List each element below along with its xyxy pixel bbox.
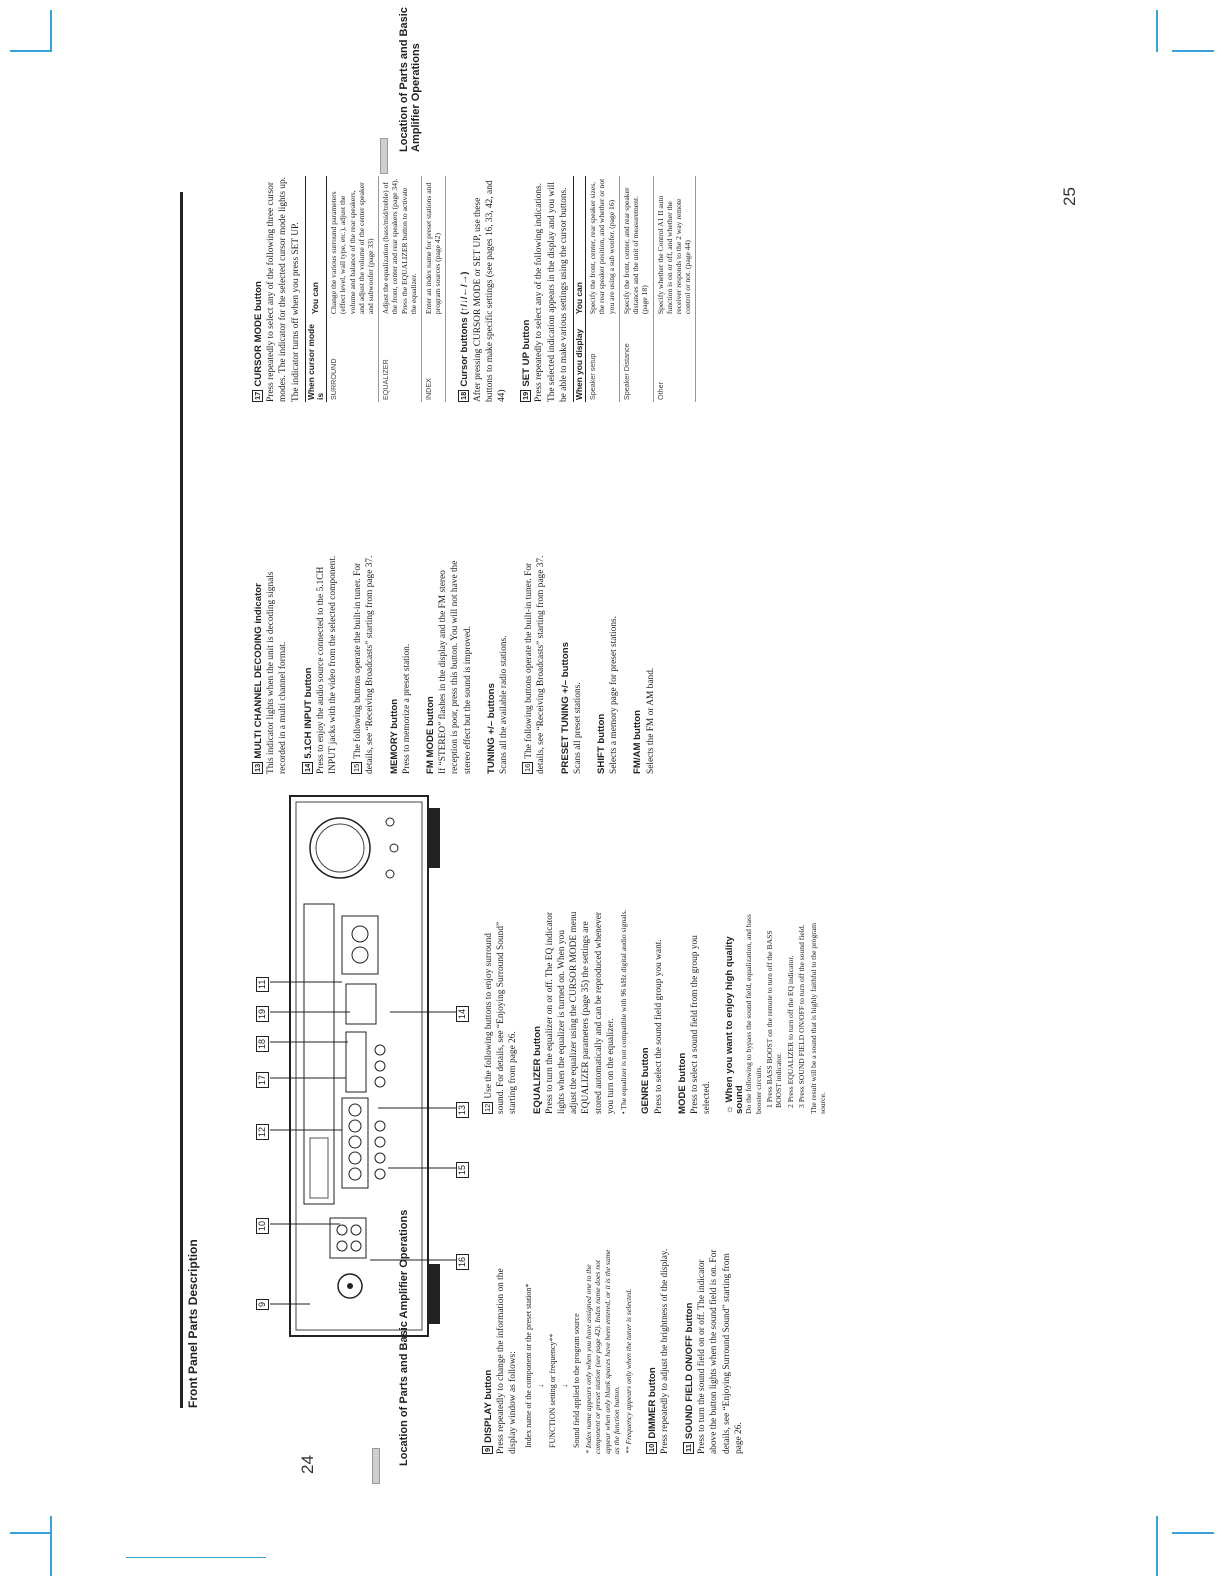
callout-18: 18	[256, 1036, 269, 1052]
arrow-down-icon: ↓	[559, 1384, 569, 1388]
item-multi-channel	[252, 544, 290, 774]
column-4	[252, 176, 708, 402]
item-text: Press to select a sound field from the group you selected.	[690, 935, 713, 1114]
item-text: Scans all preset stations.	[572, 682, 583, 774]
item-shift	[596, 544, 620, 774]
item-dimmer	[646, 1246, 671, 1454]
callout-10: 10	[256, 1218, 269, 1234]
item-text: Press to turn the sound field on or off. The indicator above the button lights when the sound field is on. For details, see “Enjoying Surround Sound” starting from page 26.	[697, 1249, 744, 1454]
item-number: 13	[253, 763, 262, 772]
item-cursor-mode	[252, 176, 446, 402]
item-text: Press repeatedly to change the information on the display window as follows:	[496, 1268, 519, 1454]
item-text: Press repeatedly to adjust the brightness of the display.	[659, 1248, 670, 1454]
receiver-front-panel	[230, 784, 480, 1344]
item-equalizer	[532, 906, 629, 1114]
table-header: When cursor mode is	[305, 316, 326, 402]
column-2	[482, 906, 840, 1114]
table-header: You can	[305, 176, 326, 316]
tip-intro: Do the following to bypass the sound field, equalization, and bass booster circuits.	[744, 914, 763, 1114]
item-text: Press repeatedly to select any of the following three cursor modes. The indicator for the selected cursor mode lights up. The indicator turns off when you press SET UP.	[266, 176, 301, 402]
item-number: 17	[253, 391, 262, 400]
set-up-table	[573, 176, 696, 402]
column-3	[252, 544, 669, 774]
equalizer-note: • The equalizer is not compatible with 96 kHz digital audio signals.	[619, 909, 629, 1114]
item-title: DISPLAY button	[483, 1369, 494, 1443]
tip-title: When you want to enjoy high quality sound	[724, 936, 745, 1114]
item-text: Scans all the available radio stations.	[499, 635, 510, 774]
tip-step: 3 Press SOUND FIELD ON/OFF to turn off the sound field.	[797, 924, 807, 1108]
item-number: 9	[483, 1447, 492, 1452]
item-memory	[389, 544, 413, 774]
item-title: TUNING +/– buttons	[485, 683, 497, 774]
tip-box	[725, 906, 827, 1114]
item-text: Selects the FM or AM band.	[645, 667, 656, 774]
item-text: If “STEREO” flashes in the display and the FM stereo reception is poor, press this button. You will not have the stereo effect but the sound is improved.	[438, 560, 473, 774]
item-number: 14	[302, 763, 312, 772]
item-5-1ch	[302, 544, 340, 774]
item-sound-field	[683, 1246, 745, 1454]
item-text: After pressing CURSOR MODE or SET UP, use these buttons to make specific settings (see pages 16, 33, 42, and 44)	[472, 180, 508, 402]
item-title: Cursor buttons (↑/↓/←/→)	[459, 271, 471, 387]
item-text: Press repeatedly to select any of the following indications. The selected indication appears in the display and you will be able to make various settings using the cursor buttons.	[534, 182, 569, 402]
item-text: Press to memorize a preset station.	[401, 643, 412, 774]
item-display	[482, 1246, 634, 1454]
table-cell: Adjust the equalization (bass/mid/treble) of the front, center and rear speakers (page 34). Press the EQUALIZER button to activate the equalizer.	[379, 176, 422, 316]
callout-14: 14	[456, 1006, 469, 1022]
tip-step: 1 Press BASS BOOST on the remote to turn off the BASS BOOST indicator.	[765, 930, 784, 1108]
column-1	[482, 1246, 757, 1454]
item-number: 19	[521, 391, 531, 400]
item-title: PRESET TUNING +/– buttons	[559, 642, 571, 774]
callout-15: 15	[456, 1162, 469, 1178]
callout-11: 11	[256, 977, 269, 992]
title-rule	[180, 192, 183, 1408]
item-title: GENRE button	[640, 1047, 652, 1114]
tip-result: The result will be a sound that is highly faithful to the program source.	[808, 922, 828, 1114]
item-number: 18	[459, 391, 469, 400]
item-text: This indicator lights when the unit is decoding signals recorded in a multi channel format.	[266, 571, 289, 774]
page-number-right: 25	[1060, 187, 1079, 206]
item-text: The following buttons operate the built-in tuner. For details, see “Receiving Broadcasts” starting from page 37.	[353, 555, 376, 774]
table-cell: Speaker setup	[586, 316, 620, 402]
item-title: DIMMER button	[646, 1367, 658, 1439]
front-panel-illustration	[230, 784, 480, 1344]
table-row	[422, 176, 446, 402]
thumb-tab	[372, 1448, 380, 1484]
table-row	[653, 176, 696, 402]
cursor-mode-table	[305, 176, 447, 402]
item-text: Use the following buttons to enjoy surround sound. For details, see “Enjoying Surround Sound” starting from page 26.	[484, 921, 519, 1114]
item-text: Selects a memory page for preset stations.	[609, 615, 620, 774]
section-title: Front Panel Parts Description	[186, 1239, 200, 1408]
item-number: 16	[523, 763, 533, 772]
item-text: Press to enjoy the audio source connected to the 5.1CH INPUT jacks with the video from the selected component.	[315, 555, 339, 774]
item-number: 15	[352, 763, 362, 772]
item-title: FM MODE button	[425, 696, 437, 774]
item-tuning	[486, 544, 510, 774]
running-head-left: Location of Parts and Basic Amplifier Operations	[398, 1209, 410, 1466]
callout-13: 13	[456, 1102, 469, 1118]
page-number-left: 24	[298, 1455, 317, 1474]
lightbulb-icon: ☼	[724, 1102, 736, 1114]
item-text: Press to turn the equalizer on or off. The EQ indicator lights when the equalizer is turned on. When you adjust the equalizer using the CURSOR MODE menu EQUALIZER parameters (page 35) the settings are stored automatically and can be reproduced whenever you turn on the equalizer.	[544, 911, 616, 1114]
item-title: MULTI CHANNEL DECODING indicator	[253, 583, 264, 759]
flow-step: FUNCTION setting or frequency**	[547, 1333, 557, 1448]
item-preset-tuning	[560, 544, 584, 774]
flow-step: Index name of the component or the preset station*	[523, 1283, 533, 1448]
table-header: You can	[574, 176, 586, 316]
item-title: 5.1CH INPUT button	[302, 667, 314, 759]
table-cell: SURROUND	[327, 316, 379, 402]
item-genre	[640, 906, 664, 1114]
thumb-tab	[380, 138, 388, 174]
table-cell: Change the various surround parameters (effect level, wall type, etc.), adjust the volume and balance of the rear speakers, and adjust the volume of the center speaker and subwoofer (page 33)	[327, 176, 379, 316]
table-cell: Other	[653, 316, 696, 402]
item-title: CURSOR MODE button	[253, 281, 264, 387]
item-title: MEMORY button	[388, 698, 400, 774]
arrow-down-icon: ↓	[535, 1384, 545, 1388]
item-title: FM/AM button	[632, 710, 644, 774]
item-number: 10	[646, 1443, 656, 1452]
item-fm-mode	[425, 544, 474, 774]
table-cell: Specify the front, center, rear speaker sizes, the rear speaker position, and whether or not you are using a sub woofer. (page 16)	[586, 176, 620, 316]
table-cell: Enter an index name for preset stations and program sources (page 42)	[422, 176, 446, 316]
item-set-up	[520, 176, 696, 402]
tip-step: 2 Press EQUALIZER to turn off the EQ indicator.	[785, 955, 795, 1108]
item-title: MODE button	[676, 1052, 688, 1114]
table-cell: Specify the front, center, and rear speaker distances and the unit of measurement. (page 18)	[619, 176, 653, 316]
table-row	[327, 176, 379, 402]
item-fm-am	[632, 544, 656, 774]
callout-19: 19	[256, 1006, 269, 1022]
item-title: SOUND FIELD ON/OFF button	[683, 1302, 695, 1440]
item-mode	[677, 906, 714, 1114]
flow-step: Sound field applied to the program source	[571, 1313, 581, 1448]
table-cell: Specify whether the Control A1 II auto function is on or off, and whether the receiver responds to the 2 way remote control or not. (page 44)	[653, 176, 696, 316]
item-tuner-buttons	[351, 544, 376, 774]
callout-12: 12	[256, 1124, 269, 1140]
table-cell: EQUALIZER	[379, 316, 422, 402]
table-row	[379, 176, 422, 402]
item-text: The following buttons operate the built-in tuner. For details, see “Receiving Broadcasts” starting from page 37.	[524, 555, 547, 774]
callout-9: 9	[256, 1299, 269, 1310]
callout-16: 16	[456, 1254, 469, 1270]
running-head-right: Location of Parts and Basic Amplifier Operations	[398, 7, 422, 152]
item-title: SET UP button	[521, 319, 533, 387]
footnote: * Index name appears only when you have assigned one to the component or preset station (see page 42). Index name does not appear when only blank spaces have been entered, or it is the same as the function button.	[583, 1249, 622, 1454]
item-cursor-buttons	[458, 176, 508, 402]
footnote: ** Frequency appears only when the tuner is selected.	[623, 1288, 633, 1454]
item-title: EQUALIZER button	[531, 1026, 543, 1114]
item-number: 11	[683, 1444, 693, 1452]
table-row	[586, 176, 620, 402]
item-title: SHIFT button	[596, 713, 608, 774]
display-flow	[524, 1246, 582, 1448]
table-cell: INDEX	[422, 316, 446, 402]
table-row	[619, 176, 653, 402]
item-tuner-buttons-2	[522, 544, 547, 774]
table-cell: Speaker Distance	[619, 316, 653, 402]
table-header: When you display	[574, 316, 586, 402]
callout-17: 17	[256, 1072, 269, 1088]
item-surround	[482, 906, 520, 1114]
item-number: 12	[483, 1103, 492, 1112]
item-text: Press to select the sound field group you want.	[653, 939, 664, 1114]
